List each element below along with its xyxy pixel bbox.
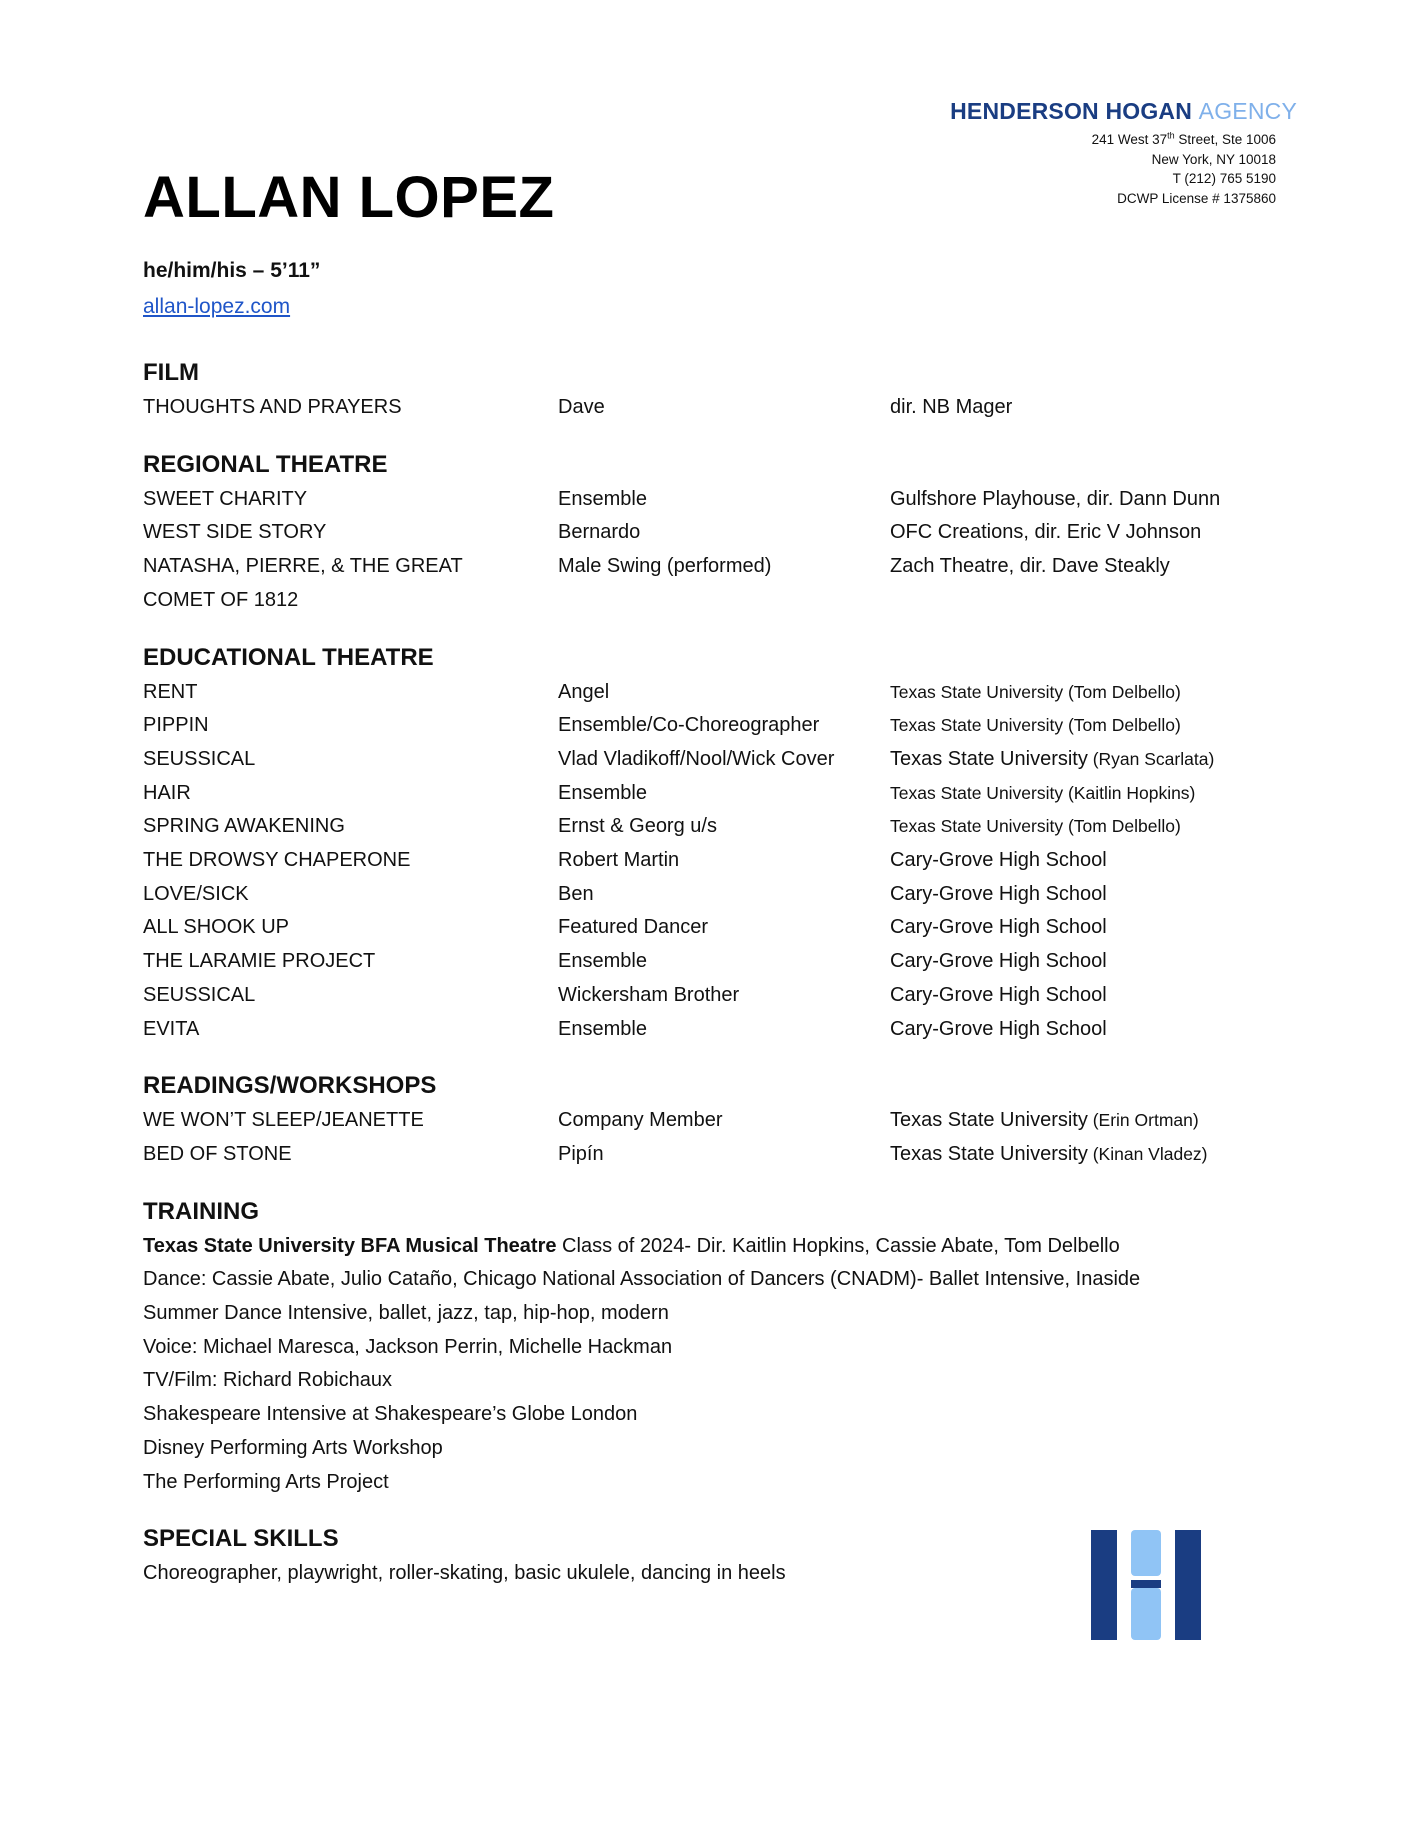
credit-title: ALL SHOOK UP [143, 916, 289, 939]
actor-pronouns-height: he/him/his – 5’11” [143, 259, 321, 282]
henderson-hogan-h-logo-icon [1091, 1530, 1201, 1640]
credit-venue [890, 1138, 1273, 1172]
credit-role [558, 584, 890, 618]
venue-director: (Ryan Scarlata) [1087, 748, 1215, 769]
section-heading: READINGS/WORKSHOPS [143, 1072, 437, 1100]
credit-row [143, 1013, 1273, 1047]
credit-row [143, 911, 1273, 945]
training-section [143, 1194, 1273, 1500]
skills-text: Choreographer, playwright, roller-skating, basic ukulele, dancing in heels [143, 1562, 786, 1585]
credit-role: Ensemble [558, 950, 647, 973]
actor-name: ALLAN LOPEZ [143, 165, 555, 230]
credit-role: Wickersham Brother [558, 983, 740, 1006]
credit-row [143, 844, 1273, 878]
credit-venue: dir. NB Mager [890, 396, 1013, 418]
resume-body [143, 355, 1273, 1613]
credit-title: SEUSSICAL [143, 747, 256, 770]
credit-venue [890, 743, 1273, 777]
credit-row [143, 584, 1273, 618]
credit-row [143, 516, 1273, 550]
credit-role: Bernardo [558, 521, 641, 544]
credit-title: WEST SIDE STORY [143, 521, 327, 544]
training-line: TV/Film: Richard Robichaux [143, 1369, 392, 1392]
training-line: The Performing Arts Project [143, 1470, 389, 1493]
credit-role: Robert Martin [558, 849, 680, 872]
agency-address-block [1092, 130, 1276, 208]
credit-role: Dave [558, 396, 605, 418]
training-line: Shakespeare Intensive at Shakespeare’s Globe London [143, 1403, 638, 1426]
credit-row [143, 1138, 1273, 1172]
agency-street: 241 West 37th Street, Ste 1006 [1091, 130, 1276, 147]
credit-venue: Texas State University (Tom Delbello) [890, 816, 1181, 837]
venue-name: Texas State University [890, 1109, 1088, 1132]
credit-venue: Cary-Grove High School [890, 950, 1107, 973]
credit-title: BED OF STONE [143, 1142, 292, 1165]
credit-title: RENT [143, 680, 198, 703]
credit-row [143, 979, 1273, 1013]
section-heading: TRAINING [143, 1197, 259, 1225]
credit-title: NATASHA, PIERRE, & THE GREAT [143, 555, 463, 578]
credit-role: Pipín [558, 1142, 604, 1165]
credit-role: Angel [558, 680, 610, 703]
credit-title: SEUSSICAL [143, 983, 256, 1006]
training-line: Disney Performing Arts Workshop [143, 1436, 443, 1459]
credit-venue: Cary-Grove High School [890, 849, 1107, 872]
agency-name [950, 98, 1297, 125]
credit-role: Vlad Vladikoff/Nool/Wick Cover [558, 747, 835, 770]
credit-role: Ernst & Georg u/s [558, 815, 717, 838]
credit-row [143, 743, 1273, 777]
credit-row [143, 550, 1273, 584]
section-heading: FILM [143, 359, 199, 386]
credit-row [143, 878, 1273, 912]
training-school-detail: Class of 2024- Dir. Kaitlin Hopkins, Cassie Abate, Tom Delbello [556, 1234, 1120, 1257]
credit-role: Ben [558, 882, 594, 905]
venue-director: (Kinan Vladez) [1087, 1143, 1208, 1164]
venue-name: Texas State University [890, 1142, 1088, 1165]
credit-title: HAIR [143, 781, 191, 804]
credit-venue: Gulfshore Playhouse, dir. Dann Dunn [890, 487, 1221, 510]
credit-venue [890, 584, 1273, 618]
credit-title: LOVE/SICK [143, 882, 249, 905]
credit-venue: Cary-Grove High School [890, 983, 1107, 1006]
credit-venue: Cary-Grove High School [890, 882, 1107, 905]
credit-title: THOUGHTS AND PRAYERS [143, 396, 402, 418]
readings-section [143, 1068, 1273, 1171]
regional-section [143, 447, 1273, 618]
agency-name-secondary: AGENCY [1198, 98, 1297, 124]
training-line: Dance: Cassie Abate, Julio Cataño, Chicago National Association of Dancers (CNADM)- Ballet Intensive, Inaside [143, 1268, 1141, 1291]
credit-venue: Texas State University (Kaitlin Hopkins) [890, 782, 1196, 803]
training-line: Summer Dance Intensive, ballet, jazz, tap, hip-hop, modern [143, 1302, 669, 1325]
credit-row [143, 483, 1273, 517]
credit-title: WE WON’T SLEEP/JEANETTE [143, 1109, 424, 1132]
credit-row [143, 1104, 1273, 1138]
credit-role: Ensemble [558, 1017, 647, 1040]
training-school: Texas State University BFA Musical Theatre [143, 1234, 557, 1257]
educational-section [143, 640, 1273, 1047]
credit-venue: Texas State University (Tom Delbello) [890, 681, 1181, 702]
credit-row [143, 391, 1273, 425]
venue-name: Texas State University [890, 747, 1088, 770]
credit-role: Ensemble [558, 781, 647, 804]
credit-title: THE LARAMIE PROJECT [143, 950, 376, 973]
credit-role: Male Swing (performed) [558, 555, 772, 578]
credit-venue: Texas State University (Tom Delbello) [890, 715, 1181, 736]
credit-title: THE DROWSY CHAPERONE [143, 849, 411, 872]
credit-venue: Zach Theatre, dir. Dave Steakly [890, 555, 1170, 578]
credit-title: EVITA [143, 1017, 200, 1040]
credit-role: Featured Dancer [558, 916, 709, 939]
credit-role: Ensemble [558, 487, 647, 510]
credit-title: COMET OF 1812 [143, 588, 299, 611]
training-line [143, 1230, 1273, 1264]
credit-venue: Cary-Grove High School [890, 1017, 1107, 1040]
training-line: Voice: Michael Maresca, Jackson Perrin, Michelle Hackman [143, 1335, 673, 1358]
section-heading: EDUCATIONAL THEATRE [143, 643, 434, 671]
credit-venue [890, 1104, 1273, 1138]
credit-row [143, 709, 1273, 743]
credit-role: Ensemble/Co-Choreographer [558, 714, 820, 737]
credit-row [143, 676, 1273, 710]
credit-title: SPRING AWAKENING [143, 815, 345, 838]
venue-director: (Erin Ortman) [1087, 1110, 1199, 1131]
credit-title: SWEET CHARITY [143, 487, 308, 510]
section-heading: SPECIAL SKILLS [143, 1525, 339, 1553]
credit-title: PIPPIN [143, 714, 209, 737]
credit-row [143, 945, 1273, 979]
credit-venue: OFC Creations, dir. Eric V Johnson [890, 521, 1202, 544]
film-section [143, 355, 1273, 425]
credit-venue: Cary-Grove High School [890, 916, 1107, 939]
agency-name-primary: HENDERSON HOGAN [950, 98, 1193, 124]
section-heading: REGIONAL THEATRE [143, 450, 388, 478]
agency-license: DCWP License # 1375860 [1117, 190, 1276, 206]
actor-website-link[interactable]: allan-lopez.com [143, 295, 291, 318]
credit-row [143, 777, 1273, 811]
agency-city: New York, NY 10018 [1151, 151, 1276, 167]
credit-role: Company Member [558, 1109, 723, 1132]
credit-row [143, 810, 1273, 844]
agency-phone: T (212) 765 5190 [1172, 171, 1276, 186]
